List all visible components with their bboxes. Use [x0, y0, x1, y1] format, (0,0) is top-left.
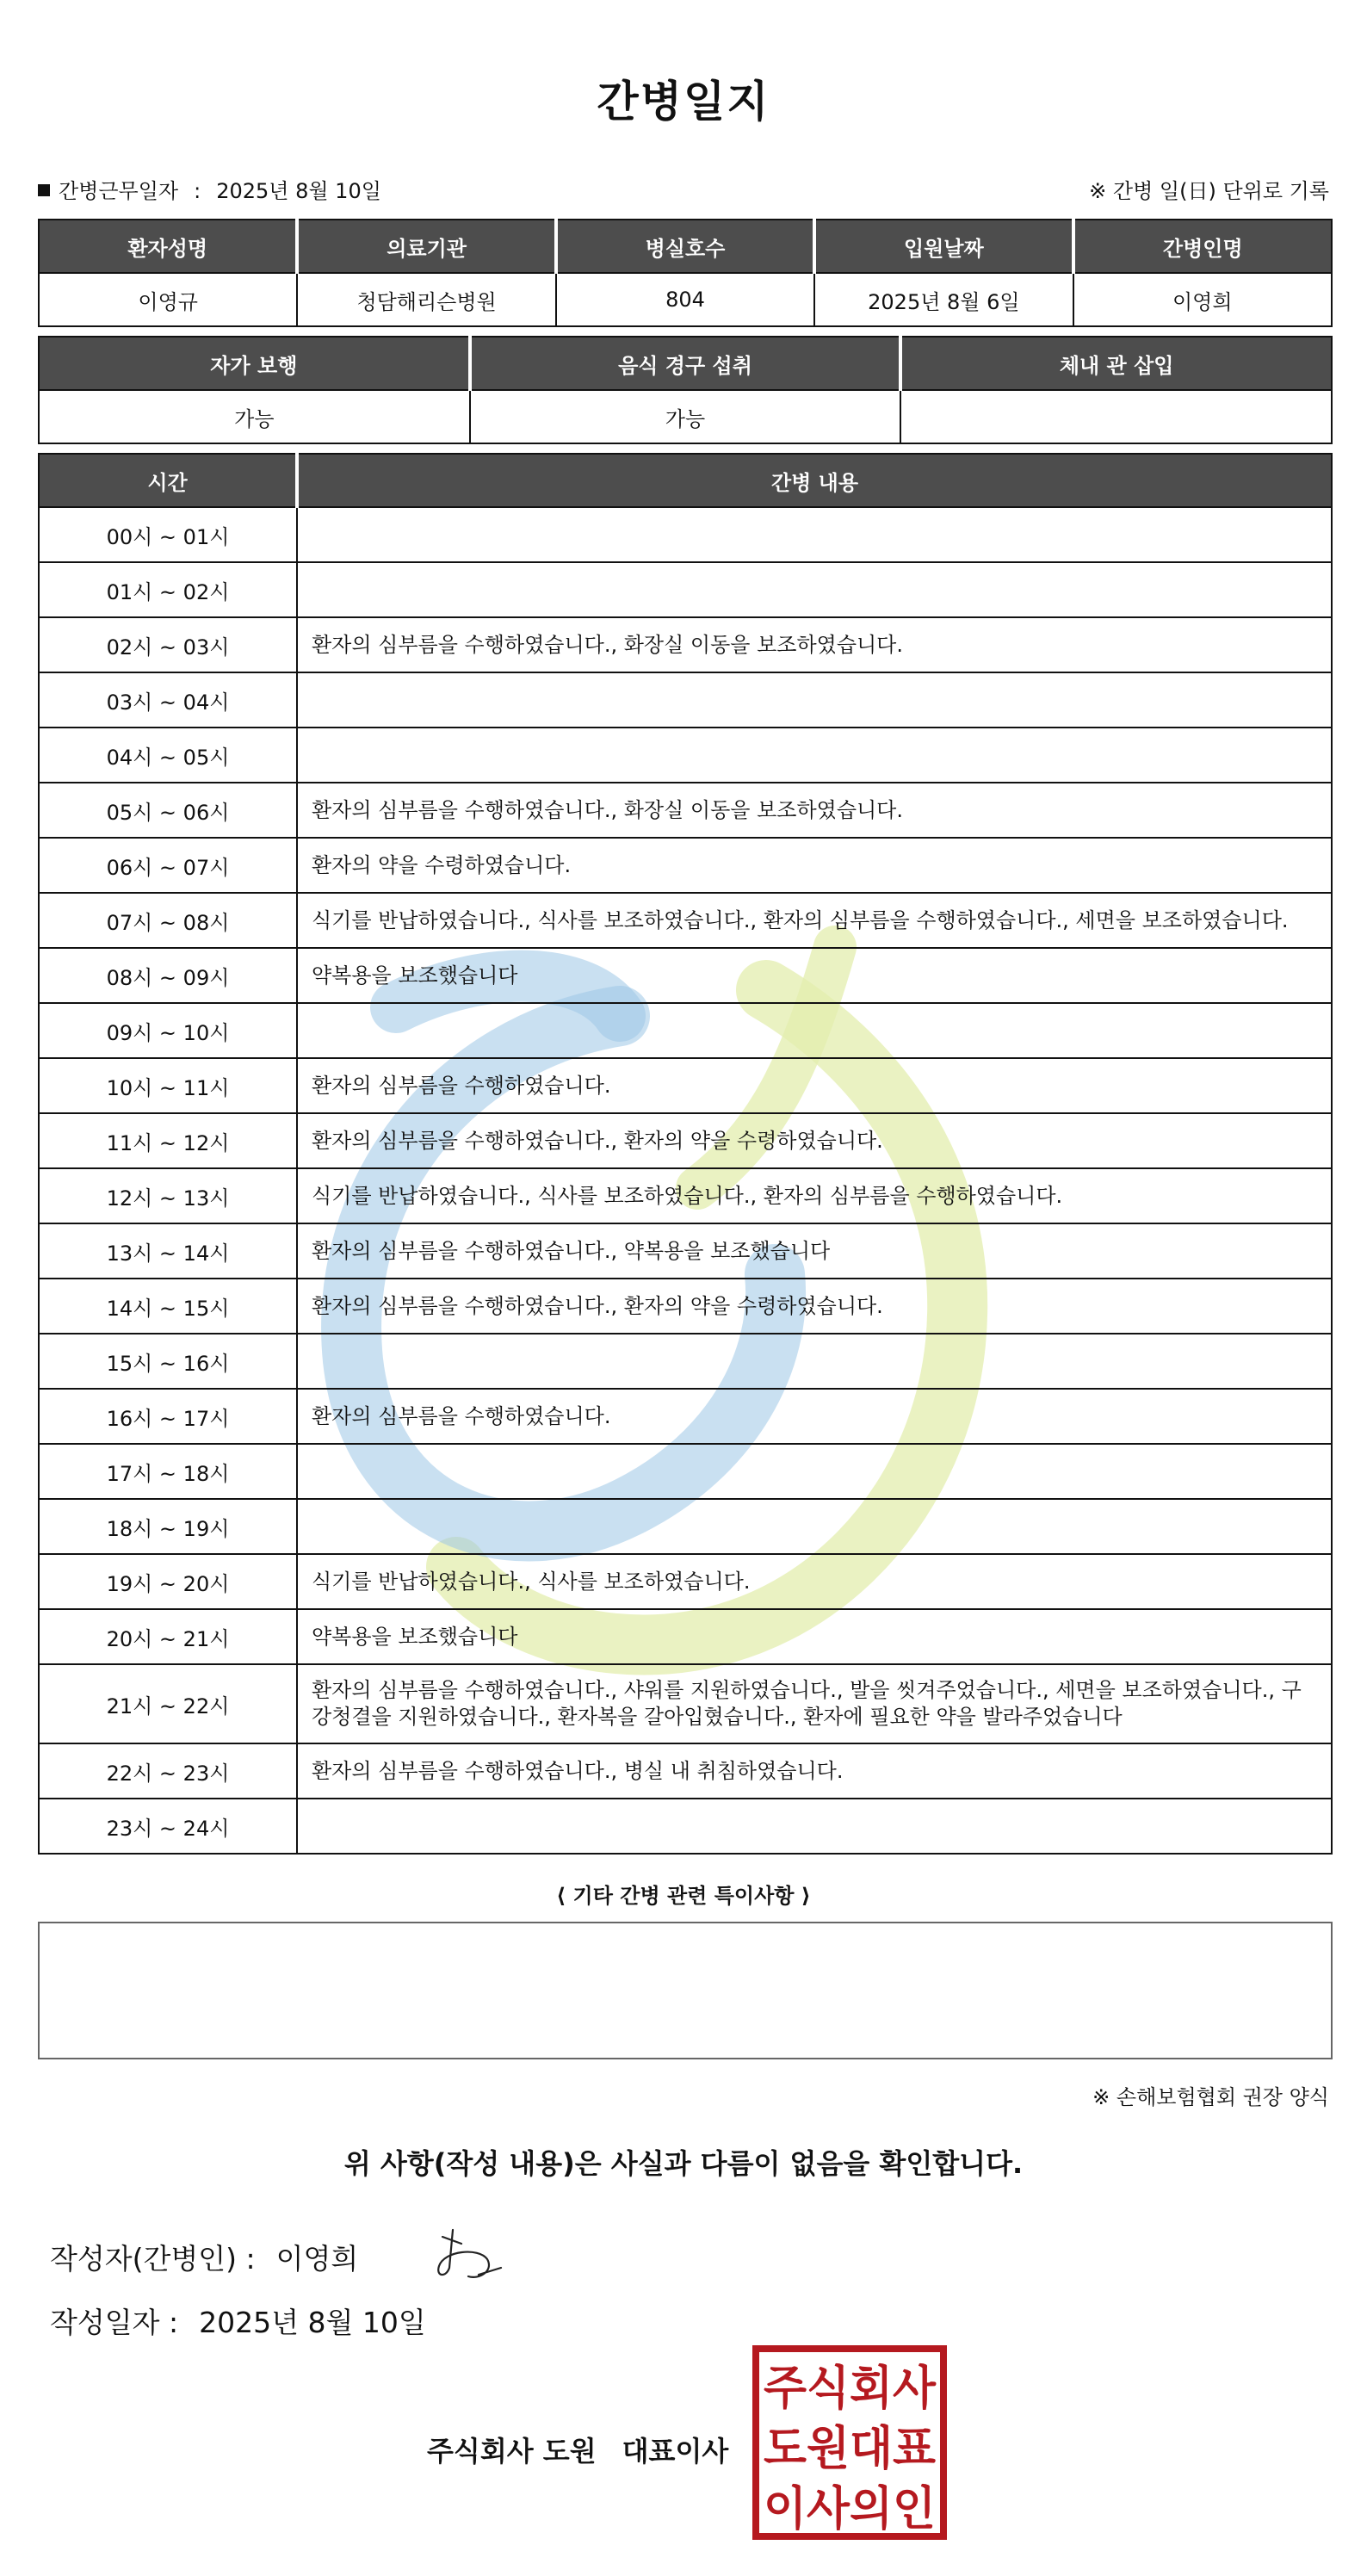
seal-text-line: 주식회사 — [764, 2361, 937, 2415]
room-number: 804 — [556, 273, 814, 326]
status-header: 체내 관 삽입 — [900, 337, 1332, 390]
status-header: 자가 보행 — [39, 337, 470, 390]
log-row — [39, 1168, 1332, 1223]
log-row — [39, 1058, 1332, 1113]
info-header: 의료기관 — [297, 220, 555, 273]
log-content — [297, 672, 1332, 728]
info-header: 입원날짜 — [814, 220, 1073, 273]
signature — [427, 2225, 510, 2287]
company-seal — [752, 2345, 947, 2540]
log-content — [297, 1499, 1332, 1554]
log-row — [39, 728, 1332, 783]
writer — [50, 2237, 358, 2277]
log-time: 15시 ~ 16시 — [39, 1334, 297, 1389]
write-date-value: 2025년 8월 10일 — [199, 2306, 426, 2339]
patient-name: 이영규 — [39, 273, 297, 326]
info-header: 병실호수 — [556, 220, 814, 273]
work-date-value: 2025년 8월 10일 — [216, 179, 381, 203]
log-content: 식기를 반납하였습니다., 식사를 보조하였습니다., 환자의 심부름을 수행하였습니다., 세면을 보조하였습니다. — [297, 893, 1332, 948]
log-time: 21시 ~ 22시 — [39, 1664, 297, 1743]
status-header: 음식 경구 섭취 — [470, 337, 901, 390]
log-row — [39, 1609, 1332, 1664]
log-content: 환자의 심부름을 수행하였습니다. — [297, 1058, 1332, 1113]
info-header: 환자성명 — [39, 220, 297, 273]
seal-text-line: 도원대표 — [764, 2421, 936, 2475]
log-content: 환자의 심부름을 수행하였습니다., 환자의 약을 수령하였습니다. — [297, 1279, 1332, 1334]
log-time: 13시 ~ 14시 — [39, 1223, 297, 1279]
log-time: 03시 ~ 04시 — [39, 672, 297, 728]
daily-note: ※ 간병 일(日) 단위로 기록 — [1089, 179, 1329, 203]
self-walking: 가능 — [39, 390, 470, 443]
log-content — [297, 1799, 1332, 1854]
log-row — [39, 948, 1332, 1003]
log-time: 07시 ~ 08시 — [39, 893, 297, 948]
log-content: 환자의 심부름을 수행하였습니다., 샤워를 지원하였습니다., 발을 씻겨주었습니다., 세면을 보조하였습니다., 구강청결을 지원하였습니다., 환자복을 갈아입혔습니다., 환자에 필요한 약을 발라주었습니다 — [297, 1664, 1332, 1743]
log-time: 12시 ~ 13시 — [39, 1168, 297, 1223]
info-header: 간병인명 — [1073, 220, 1332, 273]
log-content — [297, 728, 1332, 783]
recommended-form-note: ※ 손해보험협회 권장 양식 — [1092, 2085, 1329, 2109]
tube-insertion — [900, 390, 1332, 443]
care-log-table — [38, 453, 1333, 1855]
log-row — [39, 1223, 1332, 1279]
company — [427, 2430, 728, 2469]
notes-box — [38, 1922, 1333, 2059]
log-time: 00시 ~ 01시 — [39, 507, 297, 562]
notes-title: ⟨ 기타 간병 관련 특이사항 ⟩ — [556, 1884, 811, 1908]
company-title: 대표이사 — [622, 2435, 729, 2468]
work-date-sep: : — [194, 179, 201, 203]
work-date-label: 간병근무일자 — [59, 179, 179, 203]
square-bullet-icon — [38, 184, 50, 196]
log-time: 23시 ~ 24시 — [39, 1799, 297, 1854]
log-time: 19시 ~ 20시 — [39, 1554, 297, 1609]
log-content: 약복용을 보조했습니다 — [297, 1609, 1332, 1664]
patient-info-table — [38, 219, 1333, 327]
log-content: 식기를 반납하였습니다., 식사를 보조하였습니다. — [297, 1554, 1332, 1609]
log-content: 환자의 심부름을 수행하였습니다., 화장실 이동을 보조하였습니다. — [297, 783, 1332, 838]
log-row — [39, 672, 1332, 728]
log-row — [39, 1554, 1332, 1609]
log-row — [39, 1664, 1332, 1743]
log-time: 11시 ~ 12시 — [39, 1113, 297, 1168]
log-time: 14시 ~ 15시 — [39, 1279, 297, 1334]
log-row — [39, 893, 1332, 948]
log-time: 10시 ~ 11시 — [39, 1058, 297, 1113]
log-row — [39, 507, 1332, 562]
log-content — [297, 1003, 1332, 1058]
log-row — [39, 562, 1332, 617]
log-time: 08시 ~ 09시 — [39, 948, 297, 1003]
log-content: 약복용을 보조했습니다 — [297, 948, 1332, 1003]
log-content: 환자의 심부름을 수행하였습니다., 환자의 약을 수령하였습니다. — [297, 1113, 1332, 1168]
log-content — [297, 1444, 1332, 1499]
log-time: 09시 ~ 10시 — [39, 1003, 297, 1058]
log-time: 16시 ~ 17시 — [39, 1389, 297, 1444]
write-date-label: 작성일자 : — [50, 2306, 179, 2339]
log-time: 17시 ~ 18시 — [39, 1444, 297, 1499]
log-time: 02시 ~ 03시 — [39, 617, 297, 672]
write-date — [50, 2300, 426, 2341]
admission-date: 2025년 8월 6일 — [814, 273, 1073, 326]
log-row — [39, 1499, 1332, 1554]
log-content: 환자의 심부름을 수행하였습니다., 약복용을 보조했습니다 — [297, 1223, 1332, 1279]
log-row — [39, 783, 1332, 838]
log-content: 식기를 반납하였습니다., 식사를 보조하였습니다., 환자의 심부름을 수행하였습니다. — [297, 1168, 1332, 1223]
patient-status-table — [38, 336, 1333, 444]
log-content — [297, 562, 1332, 617]
log-time: 22시 ~ 23시 — [39, 1743, 297, 1799]
seal-text-line: 이사의인 — [764, 2481, 936, 2536]
document-title: 간병일지 — [597, 77, 770, 127]
log-content — [297, 507, 1332, 562]
work-date — [38, 174, 381, 204]
log-row — [39, 1334, 1332, 1389]
log-row — [39, 1743, 1332, 1799]
hospital: 청담해리슨병원 — [297, 273, 555, 326]
company-name: 주식회사 도원 — [427, 2435, 597, 2468]
log-row — [39, 1389, 1332, 1444]
log-row — [39, 1279, 1332, 1334]
time-header: 시간 — [39, 454, 297, 507]
log-time: 18시 ~ 19시 — [39, 1499, 297, 1554]
log-time: 20시 ~ 21시 — [39, 1609, 297, 1664]
log-content — [297, 1334, 1332, 1389]
log-time: 01시 ~ 02시 — [39, 562, 297, 617]
log-row — [39, 1113, 1332, 1168]
log-content: 환자의 심부름을 수행하였습니다., 병실 내 취침하였습니다. — [297, 1743, 1332, 1799]
log-row — [39, 1444, 1332, 1499]
writer-label: 작성자(간병인) : — [50, 2242, 256, 2276]
log-content: 환자의 심부름을 수행하였습니다., 화장실 이동을 보조하였습니다. — [297, 617, 1332, 672]
log-content: 환자의 심부름을 수행하였습니다. — [297, 1389, 1332, 1444]
confirmation-statement: 위 사항(작성 내용)은 사실과 다름이 없음을 확인합니다. — [343, 2147, 1024, 2180]
caregiver-name: 이영희 — [1073, 273, 1332, 326]
writer-name: 이영희 — [275, 2242, 359, 2276]
content-header: 간병 내용 — [297, 454, 1332, 507]
log-time: 04시 ~ 05시 — [39, 728, 297, 783]
log-content: 환자의 약을 수령하였습니다. — [297, 838, 1332, 893]
log-row — [39, 1799, 1332, 1854]
log-time: 06시 ~ 07시 — [39, 838, 297, 893]
oral-intake: 가능 — [470, 390, 901, 443]
log-row — [39, 617, 1332, 672]
log-time: 05시 ~ 06시 — [39, 783, 297, 838]
log-row — [39, 1003, 1332, 1058]
log-row — [39, 838, 1332, 893]
